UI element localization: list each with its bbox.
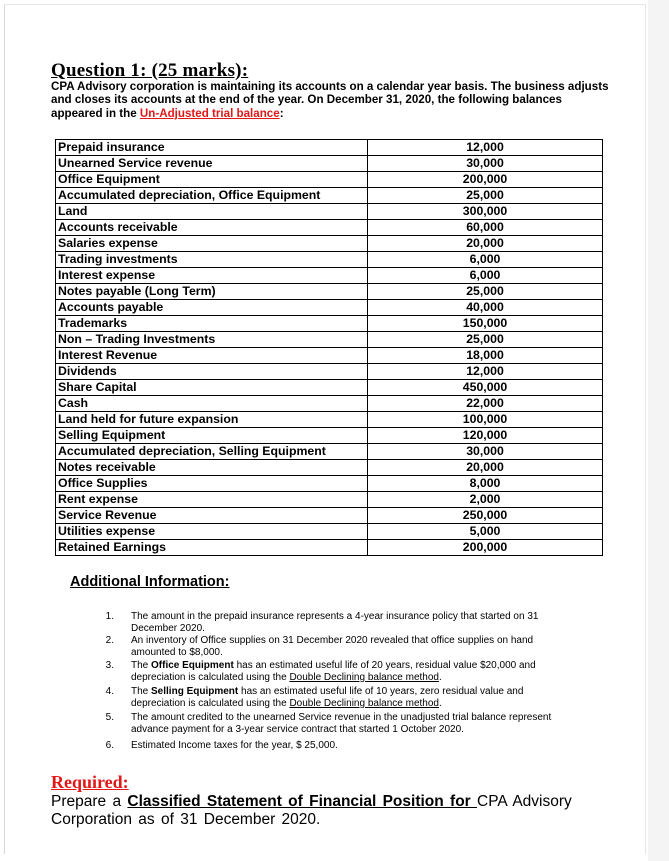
table-row [56,524,603,540]
account-amount: 25,000 [368,284,603,300]
account-name: Accumulated depreciation, Selling Equipment [56,444,368,460]
account-name: Notes receivable [56,460,368,476]
table-row [56,236,603,252]
table-row [56,476,603,492]
account-name: Interest expense [56,268,368,284]
account-name: Trading investments [56,252,368,268]
table-row [56,188,603,204]
ddb-method-term: Double Declining balance method [289,671,439,683]
table-row [56,460,603,476]
account-name: Land held for future expansion [56,412,368,428]
account-amount: 450,000 [368,380,603,396]
account-name: Prepaid insurance [56,140,368,156]
account-amount: 300,000 [368,204,603,220]
question-title: Question 1: (25 marks): [51,60,249,81]
item-text [131,686,571,710]
item-text: Estimated Income taxes for the year, $ 25,000. [131,740,338,751]
account-amount: 25,000 [368,188,603,204]
table-row [56,428,603,444]
account-name: Retained Earnings [56,540,368,556]
account-amount: 6,000 [368,252,603,268]
account-amount: 200,000 [368,540,603,556]
account-name: Selling Equipment [56,428,368,444]
account-name: Utilities expense [56,524,368,540]
item-text: The amount credited to the unearned Service revenue in the unadjusted trial balance represent advance payment for a 3-year service contract that started 1 October 2020. [131,712,552,735]
table-row [56,332,603,348]
account-name: Notes payable (Long Term) [56,284,368,300]
ddb-method-term: Double Declining balance method [289,697,439,709]
item-text-mid: has an estimated useful life of 20 years, residual value $20,000 and depreciation is calculated using the [131,660,536,683]
account-name: Salaries expense [56,236,368,252]
account-name: Service Revenue [56,508,368,524]
account-name: Land [56,204,368,220]
required-text [51,793,611,829]
account-amount: 30,000 [368,444,603,460]
table-row [56,348,603,364]
office-equipment-term: Office Equipment [151,660,234,671]
unadjusted-trial-balance-link[interactable]: Un-Adjusted trial balance [139,106,280,120]
item-text-post: . [438,697,442,709]
account-amount: 5,000 [368,524,603,540]
account-amount: 25,000 [368,332,603,348]
account-name: Share Capital [56,380,368,396]
item-text: The amount in the prepaid insurance represents a 4-year insurance policy that started on 31 December 2020. [131,611,539,634]
account-amount: 6,000 [368,268,603,284]
item-text: An inventory of Office supplies on 31 December 2020 revealed that office supplies on hand amounted to $8,000. [131,635,534,658]
table-row [56,364,603,380]
table-row [56,380,603,396]
intro-end: : [279,106,284,120]
account-amount: 40,000 [368,300,603,316]
account-name: Cash [56,396,368,412]
item-text [131,660,571,684]
account-amount: 120,000 [368,428,603,444]
table-row [56,444,603,460]
classified-statement-term: Classified Statement of Financial Position for [127,793,477,810]
selling-equipment-term: Selling Equipment [151,686,239,697]
account-name: Accumulated depreciation, Office Equipment [56,188,368,204]
item-text-mid: has an estimated useful life of 10 years, zero residual value and depreciation is calculated using the [131,686,524,709]
account-name: Accounts payable [56,300,368,316]
account-name: Office Equipment [56,172,368,188]
item-number: 3. [105,660,114,671]
table-row [56,172,603,188]
table-row [56,156,603,172]
intro-text: CPA Advisory corporation is maintaining its accounts on a calendar year basis. The business adjusts and closes its accounts at the end of the year. On December 31, 2020, the following balances appeared in the [51,80,609,120]
table-row [56,284,603,300]
item-number: 4. [105,686,114,697]
account-amount: 8,000 [368,476,603,492]
account-name: Office Supplies [56,476,368,492]
account-name: Non – Trading Investments [56,332,368,348]
item-number: 6. [105,740,114,751]
account-amount: 20,000 [368,460,603,476]
required-heading: Required: [51,772,129,792]
required-pre: Prepare a [51,793,128,810]
account-amount: 22,000 [368,396,603,412]
account-amount: 200,000 [368,172,603,188]
account-name: Unearned Service revenue [56,156,368,172]
account-amount: 60,000 [368,220,603,236]
account-amount: 12,000 [368,140,603,156]
account-amount: 12,000 [368,364,603,380]
account-amount: 20,000 [368,236,603,252]
table-row [56,412,603,428]
table-row [56,540,603,556]
table-row [56,252,603,268]
table-row [56,396,603,412]
account-amount: 18,000 [368,348,603,364]
additional-info-heading: Additional Information: [70,574,230,590]
item-number: 5. [105,712,114,723]
table-row [56,316,603,332]
required-post: CPA Advisory Corporation as of 31 December 2020. [51,793,572,828]
table-row [56,268,603,284]
account-name: Dividends [56,364,368,380]
account-amount: 100,000 [368,412,603,428]
table-row [56,204,603,220]
table-row [56,508,603,524]
account-name: Trademarks [56,316,368,332]
account-amount: 2,000 [368,492,603,508]
account-amount: 250,000 [368,508,603,524]
viewer-gutter [648,0,669,861]
trial-balance-table [55,139,603,556]
item-number: 2. [105,635,114,646]
item-text-pre: The [131,660,152,671]
table-row [56,140,603,156]
item-text-pre: The [131,686,152,697]
item-text-post: . [438,671,442,683]
account-name: Interest Revenue [56,348,368,364]
table-row [56,300,603,316]
question-intro [51,80,616,120]
table-row [56,492,603,508]
account-amount: 30,000 [368,156,603,172]
table-row [56,220,603,236]
account-name: Accounts receivable [56,220,368,236]
item-number: 1. [105,611,114,622]
account-amount: 150,000 [368,316,603,332]
account-name: Rent expense [56,492,368,508]
